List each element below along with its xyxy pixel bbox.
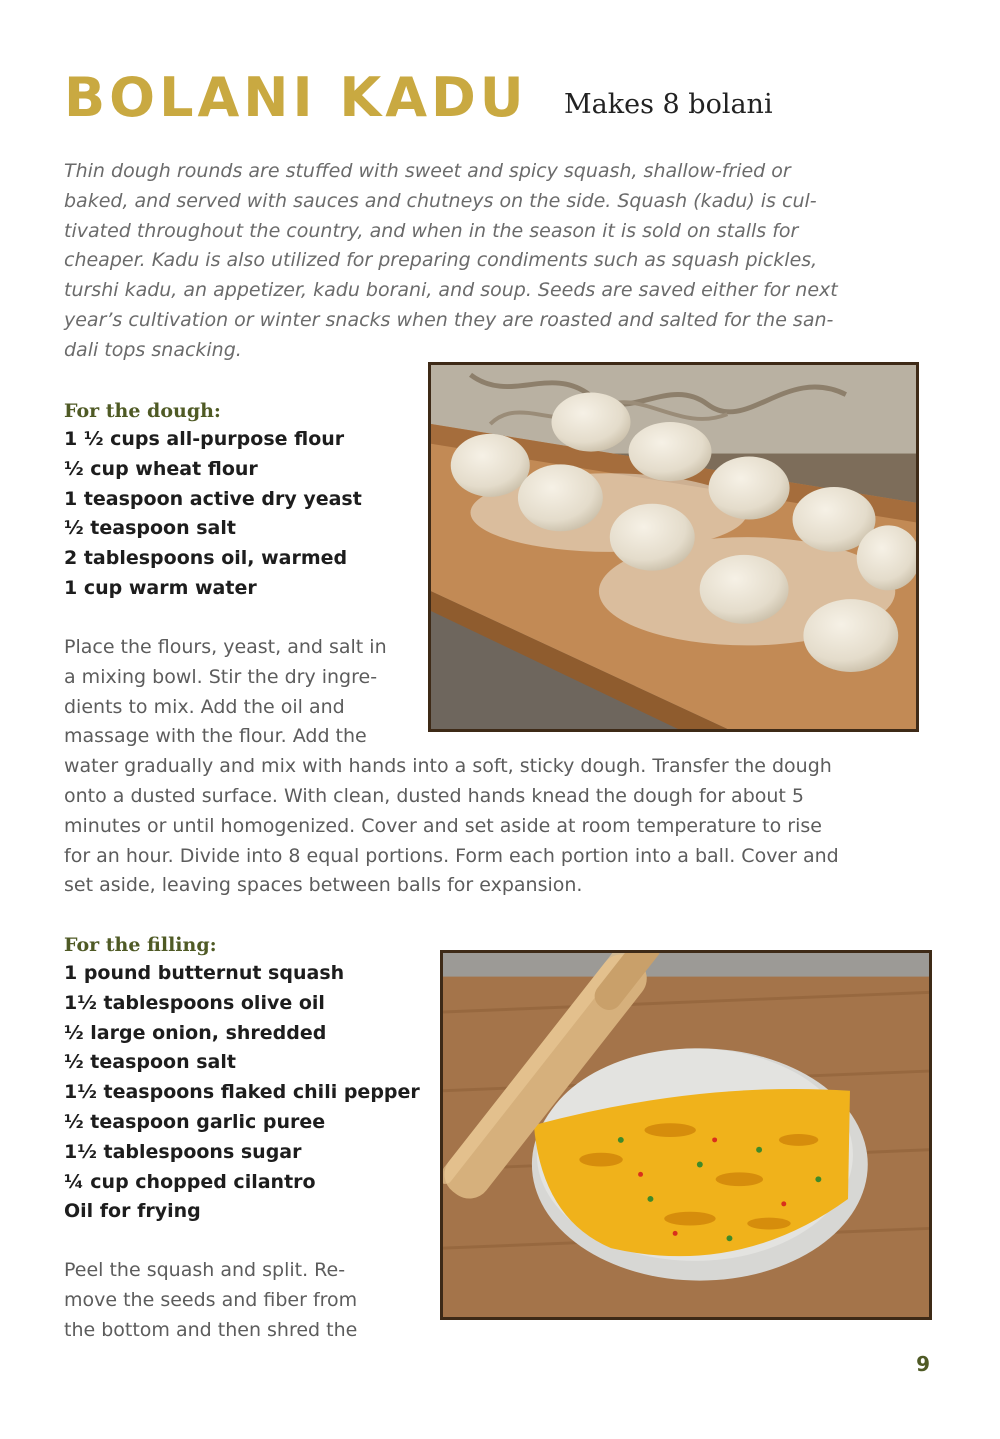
intro-line: year’s cultivation or winter snacks when they are roasted and salted for the san-	[64, 308, 834, 331]
ingredient-item: ½ teaspoon garlic puree	[64, 1110, 326, 1133]
instruction-line: massage with the flour. Add the	[64, 725, 367, 748]
ingredient-item: 1½ teaspoons flaked chili pepper	[64, 1081, 420, 1104]
dough-ingredients-list	[64, 425, 362, 604]
filling-ingredients-list	[64, 959, 420, 1227]
ingredient-item: ½ teaspoon salt	[64, 1051, 236, 1074]
instruction-line: minutes or until homogenized. Cover and set aside at room temperature to rise	[64, 814, 822, 837]
recipe-title: BOLANI KADU	[64, 66, 528, 129]
intro-line: cheaper. Kadu is also utilized for preparing condiments such as squash pickles,	[64, 249, 818, 272]
instruction-line: set aside, leaving spaces between balls for expansion.	[64, 874, 583, 897]
ingredient-item: 1 ½ cups all-purpose flour	[64, 428, 345, 450]
instruction-line: move the seeds and fiber from	[64, 1288, 358, 1311]
instruction-line: dients to mix. Add the oil and	[64, 695, 345, 718]
dough-instructions	[64, 633, 839, 901]
instruction-line: onto a dusted surface. With clean, dusted hands knead the dough for about 5	[64, 784, 805, 807]
filling-photo	[440, 950, 932, 1320]
ingredient-item: ½ teaspoon salt	[64, 517, 236, 540]
intro-line: baked, and served with sauces and chutneys on the side. Squash (kadu) is cul-	[64, 189, 817, 212]
ingredient-item: 1 pound butternut squash	[64, 962, 345, 984]
title-row	[64, 66, 944, 136]
recipe-intro	[64, 157, 944, 366]
instruction-line: Place the flours, yeast, and salt in	[64, 636, 387, 658]
ingredient-item: 1½ tablespoons sugar	[64, 1140, 302, 1163]
instruction-line: Peel the squash and split. Re-	[64, 1259, 346, 1281]
ingredient-item: ½ large onion, shredded	[64, 1021, 327, 1044]
intro-line: turshi kadu, an appetizer, kadu borani, and soup. Seeds are saved either for next	[64, 279, 838, 302]
ingredient-item: ½ cup wheat flour	[64, 457, 258, 480]
intro-line: tivated throughout the country, and when in the season it is sold on stalls for	[64, 219, 799, 242]
instruction-line: the bottom and then shred the	[64, 1318, 358, 1341]
ingredient-item: 1 cup warm water	[64, 576, 257, 599]
ingredient-item: 2 tablespoons oil, warmed	[64, 547, 348, 570]
filling-instructions	[64, 1256, 357, 1345]
instruction-line: a mixing bowl. Stir the dry ingre-	[64, 665, 378, 688]
instruction-line: water gradually and mix with hands into a soft, sticky dough. Transfer the dough	[64, 755, 832, 778]
ingredient-item: ¼ cup chopped cilantro	[64, 1170, 316, 1193]
filling-illustration	[443, 953, 929, 1317]
filling-heading: For the filling:	[64, 934, 217, 956]
ingredient-item: Oil for frying	[64, 1200, 201, 1223]
ingredient-item: 1 teaspoon active dry yeast	[64, 487, 362, 510]
ingredient-item: 1½ tablespoons olive oil	[64, 991, 325, 1014]
recipe-yield: Makes 8 bolani	[564, 89, 773, 120]
instruction-line: for an hour. Divide into 8 equal portions. Form each portion into a ball. Cover and	[64, 844, 839, 867]
dough-heading: For the dough:	[64, 400, 221, 422]
intro-line: Thin dough rounds are stuffed with sweet and spicy squash, shallow-fried or	[64, 160, 791, 182]
intro-line: dali tops snacking.	[64, 338, 242, 361]
page-number: 9	[916, 1352, 930, 1376]
